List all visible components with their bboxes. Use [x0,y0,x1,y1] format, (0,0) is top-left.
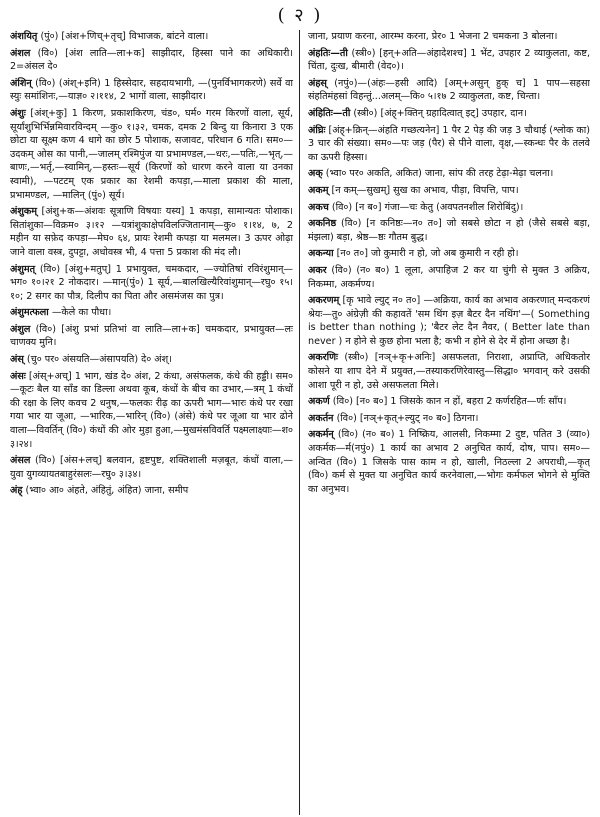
dictionary-entry [10,353,293,367]
entry-headword: अकर्तन [308,412,334,424]
entry-definition: (वि०) (न० ब०) 1 लूला, अपाहिज 2 कर या चुंगी से मुक्त 3 अक्रिय, निकम्मा, अकर्मण्य। [308,264,590,290]
entry-definition: [अंशु+क—अंशवः सूत्राणि विषयाः यस्य] 1 कपड़ा, सामान्यतः पोशाक। सितांशुका—विक्रम० ३।१२ —यत्रांशुकाक्षेपविलज्जितानाम्—कु० १।१४, ७, 2 महीन या सफ़ेद कपड़ा—मेघ० ६४, प्रायः रेशमी कपड़ा या मलमल। 3 ऊपर ओढ़ा जाने वाला वस्त्र, दुपट्टा, अधोवस्त्र भी, 4 पत्ता 5 प्रकाश की मंद लौ। [10,206,293,258]
entry-headword: अंसः [10,370,26,382]
entry-headword: अंह् [10,485,23,497]
page-number: ( २ ) [277,5,323,26]
entry-definition: (वि०) [अंश लाति—ला+क] साझीदार, हिस्सा पाने का अधिकारी। 2=अंसल दे० [10,47,293,73]
entry-headword: अकर्ण [308,396,330,408]
entry-headword: अक् [308,168,323,180]
entry-headword: अंशुः [10,107,26,119]
dictionary-entry [308,412,590,426]
entry-headword: अंसल [10,455,31,467]
dictionary-entry [308,124,590,165]
entry-headword: अंहस् [308,77,327,89]
entry-definition: (वि०) [न० ब०] 1 जिसके कान न हों, बहरा 2 कर्णरहित—र्णः साँप। [332,396,567,408]
dictionary-entry [10,484,293,498]
entry-headword: अंशल [10,47,31,59]
entry-definition: [न कम्—सुखम्] सुख का अभाव, पीड़ा, विपत्ति, पाप। [331,184,519,196]
entry-definition: (वि०) [न कनिष्ठः—न० त०] जो सबसे छोटा न हो (जैसे सबसे बड़ा, मंझला) बड़ा, श्रेष्ठ—ष्ठः गौतम बुद्ध। [308,218,590,243]
entry-definition: (वि०) [नञ्+कृत्+ल्युट् न० ब०] ठिगना। [336,412,479,424]
entry-definition: (वि०) (अंश्+इनि) 1 हिस्सेदार, सहदायभागी, —(पुनर्विभागकरणे) सर्वे वा स्युः समांशिनः,—याज्ञ० २।११४, 2 भागों वाला, साझीदार। [10,77,293,103]
entry-headword: अंशयितृ [10,31,38,42]
dictionary-entry [308,217,590,244]
dictionary-entry [308,264,590,291]
dictionary-entry [10,370,293,452]
dictionary-entry [10,77,293,104]
dictionary-entry [10,454,293,481]
entry-definition: [कृ भावे ल्युट् न० त०] —अक्रिया, कार्य का अभाव अकरणात् मन्दकरणं श्रेयः—तु० अंग्रेज़ी की कहावतें 'सम थिंग इज़ बैटर दैन नथिंग'—( Something is better than nothing ); 'बैटर लेट दैन नैवर, ( Better late than never ) न होने से कुछ होना भला है; कभी न होने से देर में होना अच्छा है। [308,295,590,347]
entry-definition: [अंश्+कु] 1 किरण, प्रकाशकिरण, चंड०, घर्म० गरम किरणों वाला, सूर्य, सूर्यांशुभिर्भिन्नमिवारविन्दम् —कु० १।३२, चमक, दमक 2 बिन्दु या किनारा 3 एक छोटा या सूक्ष्म कण 4 धागे का छोर 5 पोशाक, सजावट, परिधान 6 गति। सम०—उदकम् ओस का पानी,—जालम् रश्मिपुंज या प्रभामण्डल,—धरः,—पतिः,—भृत्,—बाणः,—भर्तृ,—स्वामिन्,—हस्तः—सूर्य (किरणों को धारण करने वाला या उनका स्वामी), —पटटम् एक प्रकार का रेशमी कपड़ा,—माला प्रकाश की माला, प्रभामण्डल, —मालिन् (पुं०) सूर्य। [10,107,294,201]
entry-headword: अकर [308,264,327,276]
entry-definition: (स्त्री०) [नञ्+कृ+अनिः] असफलता, निराशा, अप्राप्ति, अधिकतोर कोसने या शाप देने में प्रयुक्त,—तस्याकरणिरेवास्तु—सिद्धा० भगवान् करे उसकी आशा पूरी न हो, उसे असफलता मिले। [308,352,590,391]
entry-headword: अंघ्रिः [308,124,326,136]
entry-definition: (वि०) [न ब०] गंजा—चः केतु (अवपतनशील शिरोबिंदु)। [331,201,524,213]
entry-headword: अकन्या [308,248,334,260]
dictionary-entry [308,184,590,198]
entry-headword: अकरणम् [308,295,340,307]
entry-definition: (नपुं०)—(अंहः—हसी आदि) [अम्+असुन् हुक् च] 1 पाप—सहसा संहतिमंहसां विहन्तुं...अलम्—कि० ५।१७ 2 व्याकुलता, कष्ट, चिन्ता। [308,77,590,103]
entry-definition: [अंस्+अच्] 1 भाग, खंड दे० अंश, 2 कंधा, असंफलक, कंधे की हड्डी। सम०—कूटः बैल या साँड का डिल्ला अथवा कूब, कंधों के बीच का उभार,—त्रम् 1 कंधों की रक्षा के लिए कवच 2 धनुष,—फलकः रीढ़ का ऊपरी भाग—भारः कंधे पर रखा गया भार या जूआ, —भारिक,—भारिन् (वि०) (अंसे) कंधे पर जूआ या भार ढोने वाला—विवर्तिन् (वि०) कंधों की ओर मुड़ा हुआ,—मुखमंसविवर्ति पक्ष्मलाक्ष्याः—श० ३।२४। [10,370,293,450]
entry-definition: (वि०) (न० ब०) 1 निष्क्रिय, आलसी, निकम्मा 2 दुष्ट, पतित 3 (व्या०) अकर्मक—र्म(नपुं०) 1 कार्य का अभाव 2 अनुचित कार्य, दोष, पाप। सम०—अन्वित (वि०) 1 जिसके पास काम न हो, खाली, निठल्ला 2 अपराधी,—कृत् (वि०) कर्म से मुक्त या अनुचित कार्य करनेवाला,—भोगः कर्मफल भोगने से मुक्ति का अनुभव। [308,429,590,495]
dictionary-entry [308,294,590,348]
entry-definition: (चु० पर० अंसयति—अंसापयति) दे० अंश्। [26,354,172,366]
entry-headword: अंशुमत् [10,263,36,275]
dictionary-entry [308,167,590,181]
entry-definition: (पुं०) [अंश+णिच्+तृच्] विभाजक, बांटने वाला। [40,31,209,42]
dictionary-entry [308,395,590,409]
entry-definition: (स्त्री०) [अंह्+क्तिन् ग्रहादित्वात् इट्] उपहार, दान। [353,107,527,119]
dictionary-entry [10,47,293,74]
entry-definition: (वि०) [अंशु+मतुप्] 1 प्रभायुक्त, चमकदार, —ज्योतिषां रविरंशुमान्—भग० १०।२१ 2 नोकदार। —मान्(पुं०) 1 सूर्य,—बालखिल्यैरिवांशुमान्—रघु० १५।१०; 2 सगर का पौत्र, दिलीप का पिता और असमंजस का पुत्र। [10,263,293,302]
dictionary-entry [308,428,590,496]
dictionary-entry [308,47,590,74]
entry-headword: अकर्मन् [308,429,334,441]
entry-definition: जाना, प्रयाण करना, आरम्भ करना, प्रेर० 1 भेजना 2 चमकना 3 बोलना। [308,31,558,42]
entry-headword: अंशुमत्फला [10,307,49,319]
two-column-body [10,30,590,815]
entry-definition: —केले का पौधा। [51,307,112,319]
dictionary-entry [10,107,293,202]
entry-definition: [अंह्+क्रिन्—अंहति गच्छत्यनेन] 1 पैर 2 पेड़ की जड़ 3 चौथाई (श्लोक का) 3 चार की संख्या। सम०—पः जड़ (पैर) से पीने वाला, वृक्ष,—स्कन्धः पैर के तलवे का ऊपरी हिस्सा। [308,124,590,163]
dictionary-entry [308,201,590,215]
entry-definition: (भ्वा० पर० अकति, अकित) जाना, सांप की तरह टेढ़ा-मेढ़ा चलना। [325,168,554,180]
left-column [10,30,300,815]
dictionary-entry [308,107,590,121]
dictionary-entry [308,30,590,44]
entry-headword: अंहतिः—ती [308,47,348,59]
dictionary-entry [308,351,590,392]
dictionary-entry [10,205,293,259]
dictionary-entry [308,77,590,104]
entry-definition: (वि०) [अंस+लच्] बलवान, हृष्टपुष्ट, शक्तिशाली मज़बूत, कंधों वाला,—युवा युगव्यायतबाहुरंसलः—रघु० ३।३४। [10,455,293,480]
dictionary-entry [10,306,293,320]
entry-headword: अंशिन् [10,77,32,89]
entry-definition: (स्त्री०) [हन्+अति—अंहादेशश्च] 1 भेंट, उपहार 2 व्याकुलता, कष्ट, चिंता, दुःख, बीमारी (वेद०)। [308,47,590,73]
dictionary-entry [308,247,590,261]
entry-headword: अकनिष्ठ [308,218,337,230]
dictionary-entry [10,323,293,350]
entry-headword: अंशुकम् [10,206,37,218]
entry-definition: (भ्वा० आ० अंहते, अंहितुं, अंहित) जाना, समीप [25,485,189,497]
entry-definition: [न० त०] जो कुमारी न हो, जो अब कुमारी न रही हो। [336,248,519,260]
entry-headword: अंस् [10,354,24,366]
entry-definition: (वि०) [अंशु प्रभां प्रतिभां वा लाति—ला+क] चमकदार, प्रभायुक्त—लः चाणक्य मुनि। [10,323,293,349]
right-column [300,30,590,815]
entry-headword: अकरणिः [308,352,338,364]
dictionary-entry [10,30,293,44]
entry-headword: अंहितिः—ती [308,107,351,119]
entry-headword: अकम् [308,184,329,196]
entry-headword: अंशुल [10,323,31,335]
entry-headword: अकच [308,201,329,213]
dictionary-entry [10,263,293,304]
